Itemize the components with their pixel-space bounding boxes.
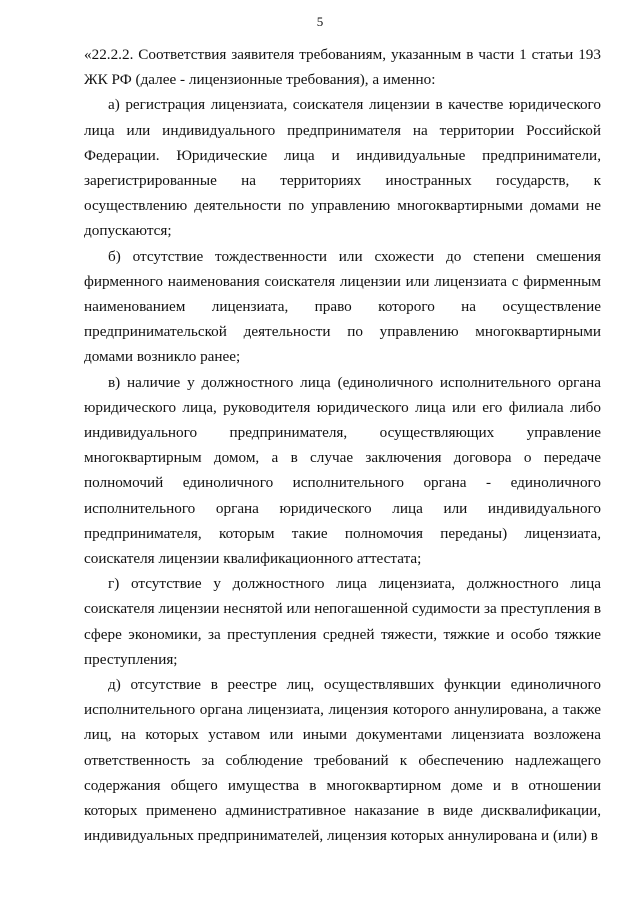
paragraph-item-a: а) регистрация лицензиата, соискателя лицензии в качестве юридического лица или индивидуального предпринимателя на территории Российской Федерации. Юридические лица и индивидуальные предприниматели, зарегистрированные на территориях иностранных государств, к осуществлению деятельности по управлению многоквартирными домами не допускаются;	[84, 96, 601, 240]
paragraph-intro: «22.2.2. Соответствия заявителя требованиям, указанным в части 1 статьи 193 ЖК РФ (далее - лицензионные требования), а именно:	[84, 46, 601, 89]
paragraph-item-v: в) наличие у должностного лица (единоличного исполнительного органа юридического лица, руководителя юридического лица или его филиала либо индивидуального предпринимателя, осуществляющих управление многоквартирным домом, а в случае заключения договора о передаче полномочий единоличного исполнительного органа - единоличного исполнительного органа юридического лица или индивидуального предпринимателя, которым такие полномочия переданы) лицензиата, соискателя лицензии квалификационного аттестата;	[84, 373, 601, 568]
paragraph-item-g: г) отсутствие у должностного лица лицензиата, должностного лица соискателя лицензии неснятой или непогашенной судимости за преступления в сфере экономики, за преступления средней тяжести, тяжкие и особо тяжкие преступления;	[84, 575, 601, 668]
document-body	[84, 42, 601, 849]
page-number: 5	[316, 14, 324, 29]
paragraph-item-d: д) отсутствие в реестре лиц, осуществлявших функции единоличного исполнительного органа лицензиата, лицензия которого аннулирована, а также лиц, на которых уставом или иными документами лицензиата возложена ответственность за соблюдение требований к обеспечению надлежащего содержания общего имущества в многоквартирном доме и в отношении которых применено административное наказание в виде дисквалификации, индивидуальных предпринимателей, лицензия которых аннулирована и (или) в	[84, 676, 601, 845]
paragraph-item-b: б) отсутствие тождественности или схожести до степени смешения фирменного наименования соискателя лицензии или лицензиата с фирменным наименованием лицензиата, право которого на осуществление предпринимательской деятельности по управлению многоквартирными домами возникло ранее;	[84, 247, 601, 366]
